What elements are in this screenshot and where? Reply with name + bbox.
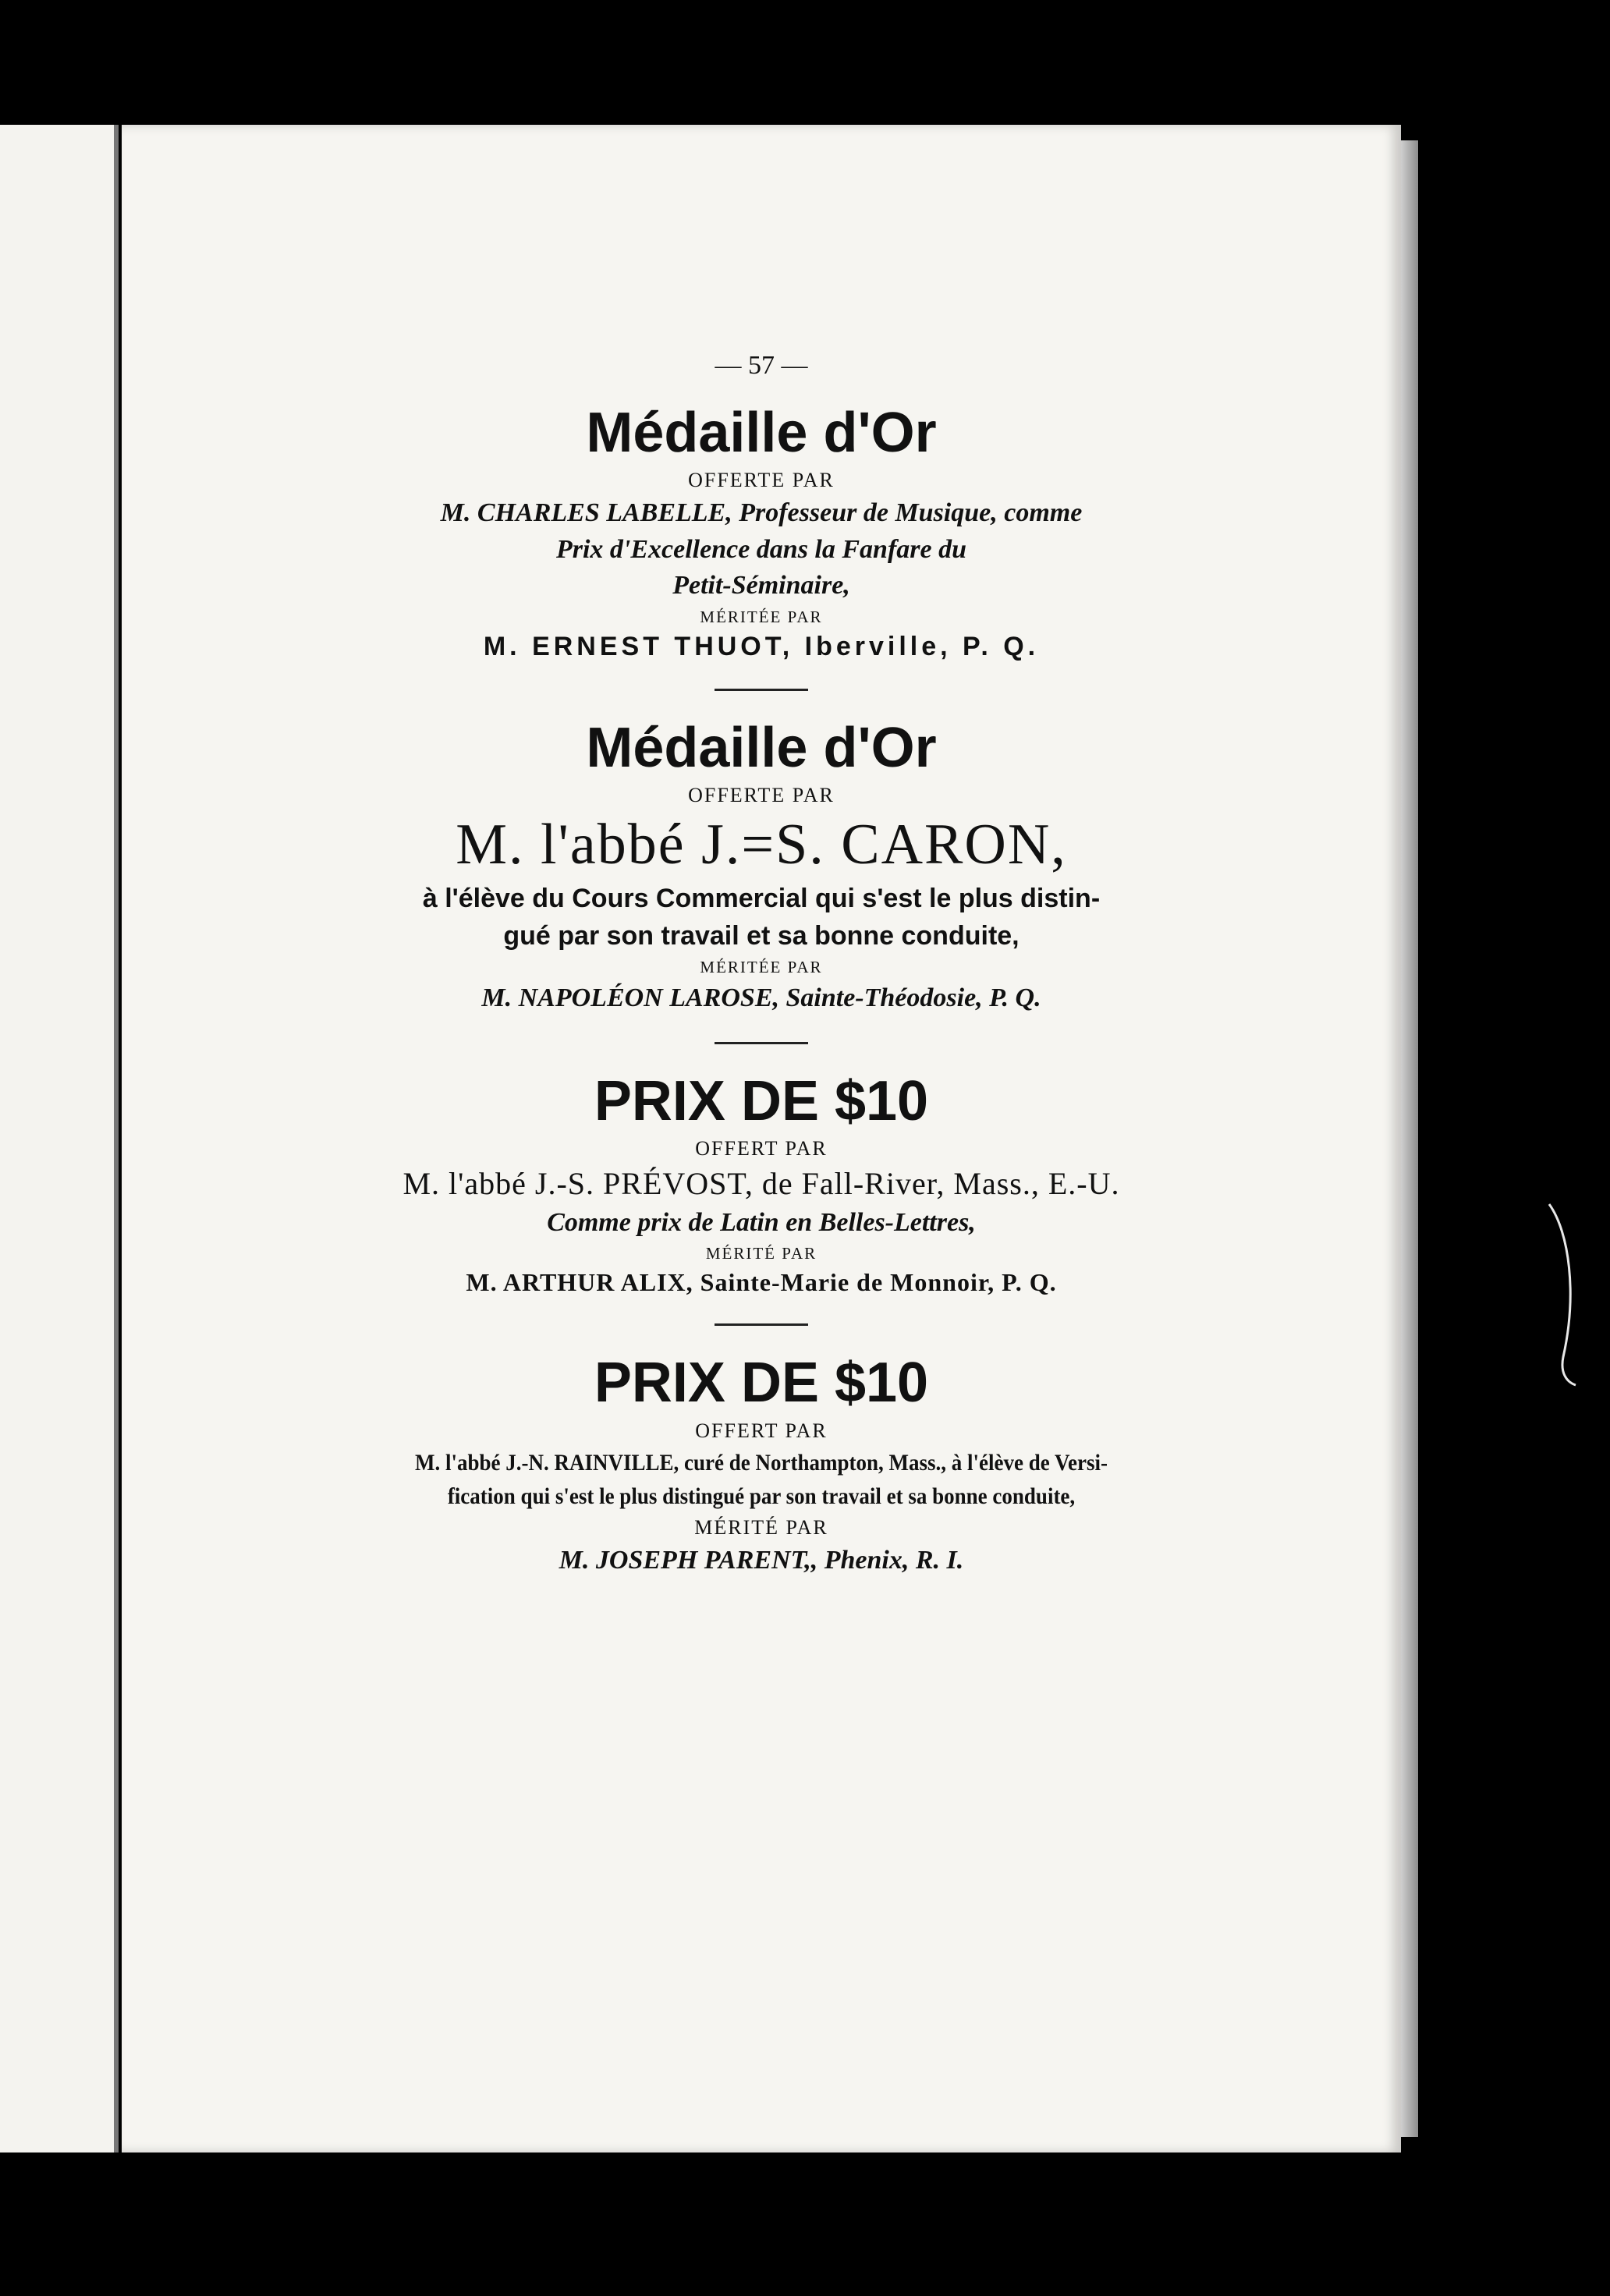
donor-line: fication qui s'est le plus distingué par son travail et sa bonne conduite,: [447, 1483, 1076, 1509]
merited-label: MÉRITÉE PAR: [700, 607, 823, 626]
section-divider: [715, 689, 808, 691]
award-title: Médaille d'Or: [586, 402, 937, 464]
donor-name: M. l'abbé J.-S. PRÉVOST, de Fall-River, Mass., E.-U.: [402, 1165, 1120, 1201]
donor-line: Prix d'Excellence dans la Fanfare du: [555, 534, 967, 564]
offered-label: OFFERTE PAR: [688, 783, 835, 806]
merited-label: MÉRITÉ PAR: [694, 1515, 828, 1539]
winner-name: M. NAPOLÉON LAROSE, Sainte-Théodosie, P. Q.: [481, 983, 1041, 1013]
merited-label: MÉRITÉ PAR: [705, 1244, 817, 1263]
description-line: Comme prix de Latin en Belles-Lettres,: [547, 1207, 976, 1237]
binding-thread-mark: [1546, 1201, 1580, 1388]
award-section-1: [122, 402, 1401, 662]
section-divider: [715, 1323, 808, 1326]
page-content: [122, 351, 1401, 1580]
award-section-3: [122, 1071, 1401, 1298]
award-section-4: [122, 1352, 1401, 1577]
donor-line: M. l'abbé J.-N. RAINVILLE, curé de Northampton, Mass., à l'élève de Versi-: [415, 1449, 1108, 1476]
winner-name: M. JOSEPH PARENT,, Phenix, R. I.: [559, 1545, 964, 1575]
award-section-2: [122, 718, 1401, 1015]
description-line: gué par son travail et sa bonne conduite,: [503, 921, 1020, 951]
offered-label: OFFERT PAR: [695, 1136, 828, 1160]
award-title: PRIX DE $10: [594, 1352, 929, 1415]
book-page: [122, 125, 1401, 2152]
merited-label: MÉRITÉE PAR: [700, 958, 823, 977]
award-title: Médaille d'Or: [586, 716, 937, 779]
award-title: PRIX DE $10: [594, 1069, 929, 1132]
donor-line: M. CHARLES LABELLE, Professeur de Musique, comme: [440, 498, 1083, 528]
offered-label: OFFERT PAR: [695, 1419, 828, 1442]
offered-label: OFFERTE PAR: [688, 469, 835, 492]
section-divider: [715, 1042, 808, 1044]
donor-name: M. l'abbé J.=S. CARON,: [456, 812, 1067, 877]
donor-line: Petit-Séminaire,: [672, 571, 850, 601]
page-number: — 57 —: [715, 351, 808, 380]
winner-name: M. ERNEST THUOT, Iberville, P. Q.: [483, 631, 1040, 661]
page-stack-edge: [1401, 140, 1418, 2137]
winner-name: M. ARTHUR ALIX, Sainte-Marie de Monnoir, P. Q.: [466, 1268, 1057, 1297]
facing-page-edge: [0, 125, 119, 2152]
description-line: à l'élève du Cours Commercial qui s'est le plus distin-: [422, 883, 1101, 913]
